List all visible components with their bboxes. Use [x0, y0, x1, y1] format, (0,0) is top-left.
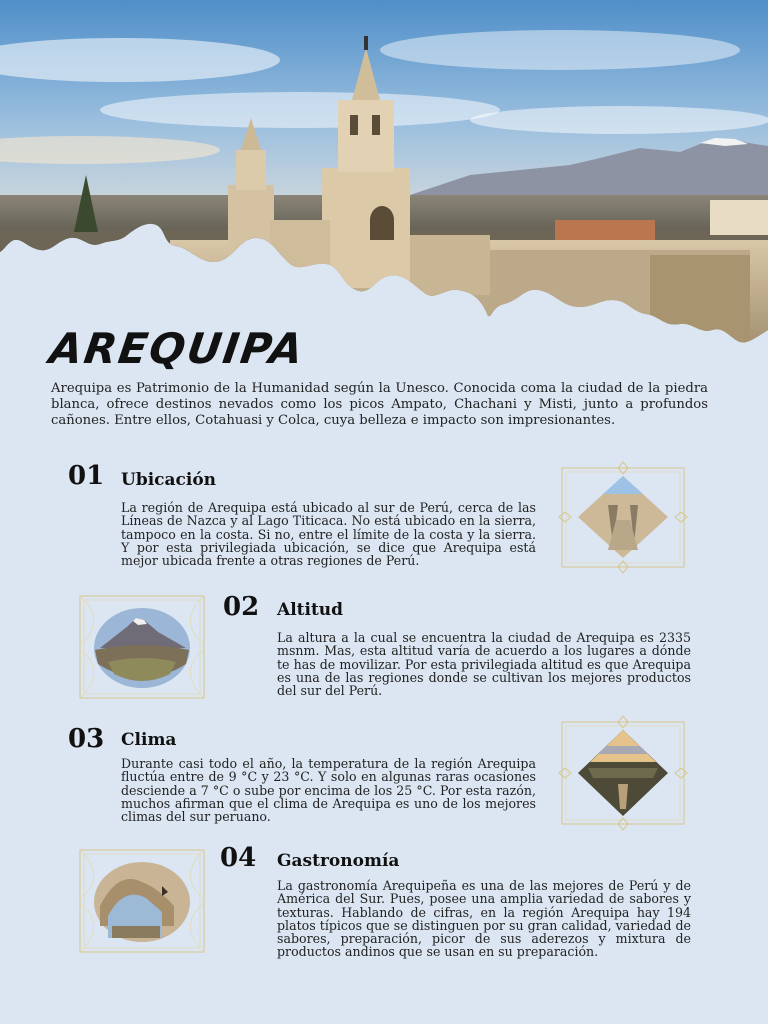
volcano-photo-frame: [78, 592, 206, 706]
hero-photo: [0, 0, 768, 360]
section-body: Durante casi todo el año, la temperatura de la región Arequipa fluctúa entre de 9 °C y 23 °C. Y solo en algunas raras ocasiones desciende a 7 °C o sube por encima de los 25 °C. Por esta razón, muchos afirman que el clima de Arequipa es uno de los mejores climas del sur peruano.: [121, 756, 536, 825]
page-title: AREQUIPA: [46, 324, 308, 373]
intro-paragraph: Arequipa es Patrimonio de la Humanidad según la Unesco. Conocida coma la ciudad de la piedra blanca, ofrece destinos nevados como los picos Ampato, Chachani y Misti, junto a profundos cañones. Entre ellos, Cotahuasi y Colca, cuya belleza e impacto son impresionantes.: [51, 381, 708, 428]
section-title: Ubicación: [121, 470, 217, 490]
section-number: 03: [68, 724, 105, 754]
section-number: 02: [223, 592, 260, 622]
arch-photo: [94, 862, 190, 942]
volcano-photo: [94, 608, 190, 688]
section-number: 01: [68, 461, 105, 491]
section-body: La altura a la cual se encuentra la ciudad de Arequipa es 2335 msnm. Mas, esta altitud varía de acuerdo a los lugares a dónde te has de movilizar. Por esta privilegiada altitud es que Arequipa es una de las regiones donde se cultivan los mejores productos del sur del Perú.: [277, 630, 691, 699]
section-title: Altitud: [277, 600, 344, 620]
section-title: Clima: [121, 730, 177, 750]
section-body: La gastronomía Arequipeña es una de las mejores de Perú y de América del Sur. Pues, posee una amplia variedad de sabores y texturas. Hablando de cifras, en la región Arequipa hay 194 platos típicos que se distinguen por su gran calidad, variedad de sabores, preparación, picor de sus aderezos y mixtura de productos andinos que se usan en su preparación.: [277, 878, 691, 960]
section-body: La región de Arequipa está ubicado al sur de Perú, cerca de las Líneas de Nazca y al Lago Titicaca. No está ubicado en la sierra, tampoco en la costa. Si no, entre el límite de la costa y la sierra. Y por esta privilegiada ubicación, se dice que Arequipa está mejor ubicada frente a otras regiones de Perú.: [121, 500, 536, 569]
street-photo-frame: [558, 460, 688, 579]
street-photo: [578, 476, 668, 558]
sunset-photo: [578, 730, 668, 816]
section-number: 04: [220, 843, 257, 873]
section-title: Gastronomía: [277, 851, 400, 871]
arch-photo-frame: [78, 846, 206, 960]
sunset-photo-frame: [558, 714, 688, 836]
